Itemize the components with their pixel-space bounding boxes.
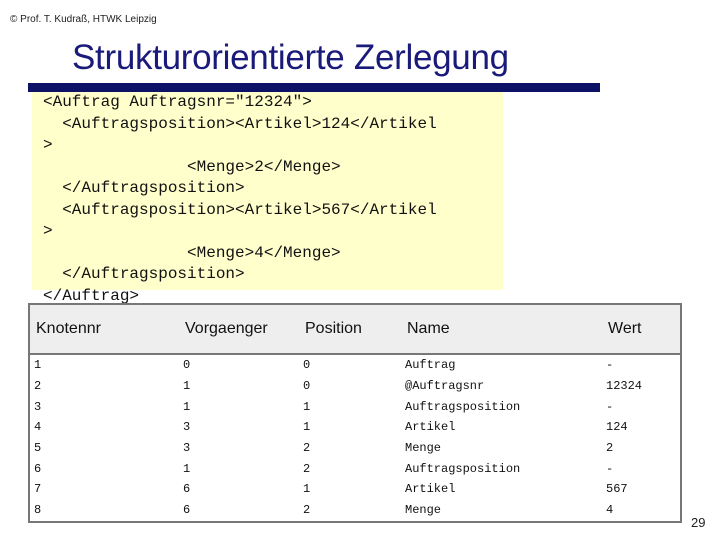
cell-position: 0: [303, 358, 311, 373]
column-header-position: Position: [299, 304, 401, 354]
cell-name: @Auftragsnr: [405, 379, 485, 394]
column-header-name: Name: [401, 304, 602, 354]
column-header-wert: Wert: [602, 304, 681, 354]
cell-knotennr: 8: [29, 500, 179, 522]
cell-name: Auftragsposition: [405, 461, 521, 476]
cell-vorgaenger: 6: [183, 482, 191, 497]
cell-position: 1: [303, 420, 311, 435]
cell-knotennr: 4: [29, 417, 179, 438]
cell-vorgaenger: 3: [183, 441, 191, 456]
cell-wert: 567: [602, 479, 681, 500]
cell-wert: -: [602, 458, 681, 479]
cell-position: 2: [303, 441, 311, 456]
column-header-vorgaenger: Vorgaenger: [179, 304, 299, 354]
cell-wert: 124: [602, 417, 681, 438]
cell-name: Artikel: [405, 420, 456, 435]
cell-name: Auftrag: [405, 358, 456, 373]
cell-name: Artikel: [405, 482, 456, 497]
cell-wert: 4: [602, 500, 681, 522]
cell-position: 2: [299, 500, 401, 522]
cell-position: 1: [303, 482, 311, 497]
table-row: [29, 417, 681, 438]
table-row: [29, 396, 681, 417]
cell-vorgaenger: 1: [183, 461, 191, 476]
cell-knotennr: 1: [29, 354, 179, 376]
table-row: [29, 500, 681, 522]
cell-knotennr: 7: [29, 479, 179, 500]
table-row: [29, 376, 681, 397]
cell-knotennr: 5: [29, 438, 179, 459]
cell-position: 0: [303, 379, 311, 394]
cell-name: Auftragsposition: [405, 399, 521, 414]
page-number: 29: [691, 515, 706, 530]
cell-vorgaenger: 1: [183, 399, 191, 414]
node-table-container: [28, 303, 680, 523]
node-table: [28, 303, 682, 523]
cell-name: Menge: [401, 500, 602, 522]
title-underline-bar: [28, 83, 600, 92]
cell-wert: 2: [602, 438, 681, 459]
cell-knotennr: 3: [29, 396, 179, 417]
cell-vorgaenger: 0: [183, 358, 191, 373]
cell-wert: -: [602, 354, 681, 376]
table-row: [29, 479, 681, 500]
cell-name: Menge: [405, 441, 442, 456]
cell-vorgaenger: 6: [179, 500, 299, 522]
cell-position: 2: [303, 461, 311, 476]
cell-position: 1: [303, 399, 311, 414]
xml-code: <Auftrag Auftragsnr="12324"> <Auftragsposition><Artikel>124</Artikel > <Menge>2</Menge> </Auftragsposition> <Auftragsposition><Artikel>567</Artikel > <Menge>4</Menge> </Auftragsposition> </Auftrag>: [43, 93, 437, 305]
table-header-row: [29, 304, 681, 354]
cell-knotennr: 6: [29, 458, 179, 479]
slide-title: Strukturorientierte Zerlegung: [72, 38, 509, 77]
copyright-notice: © Prof. T. Kudraß, HTWK Leipzig: [10, 14, 157, 25]
table-row: [29, 438, 681, 459]
cell-knotennr: 2: [29, 376, 179, 397]
cell-vorgaenger: 3: [183, 420, 191, 435]
table-row: [29, 458, 681, 479]
table-row: [29, 354, 681, 376]
cell-wert: 12324: [602, 376, 681, 397]
cell-wert: -: [602, 396, 681, 417]
column-header-knotennr: Knotennr: [29, 304, 179, 354]
cell-vorgaenger: 1: [183, 379, 191, 394]
